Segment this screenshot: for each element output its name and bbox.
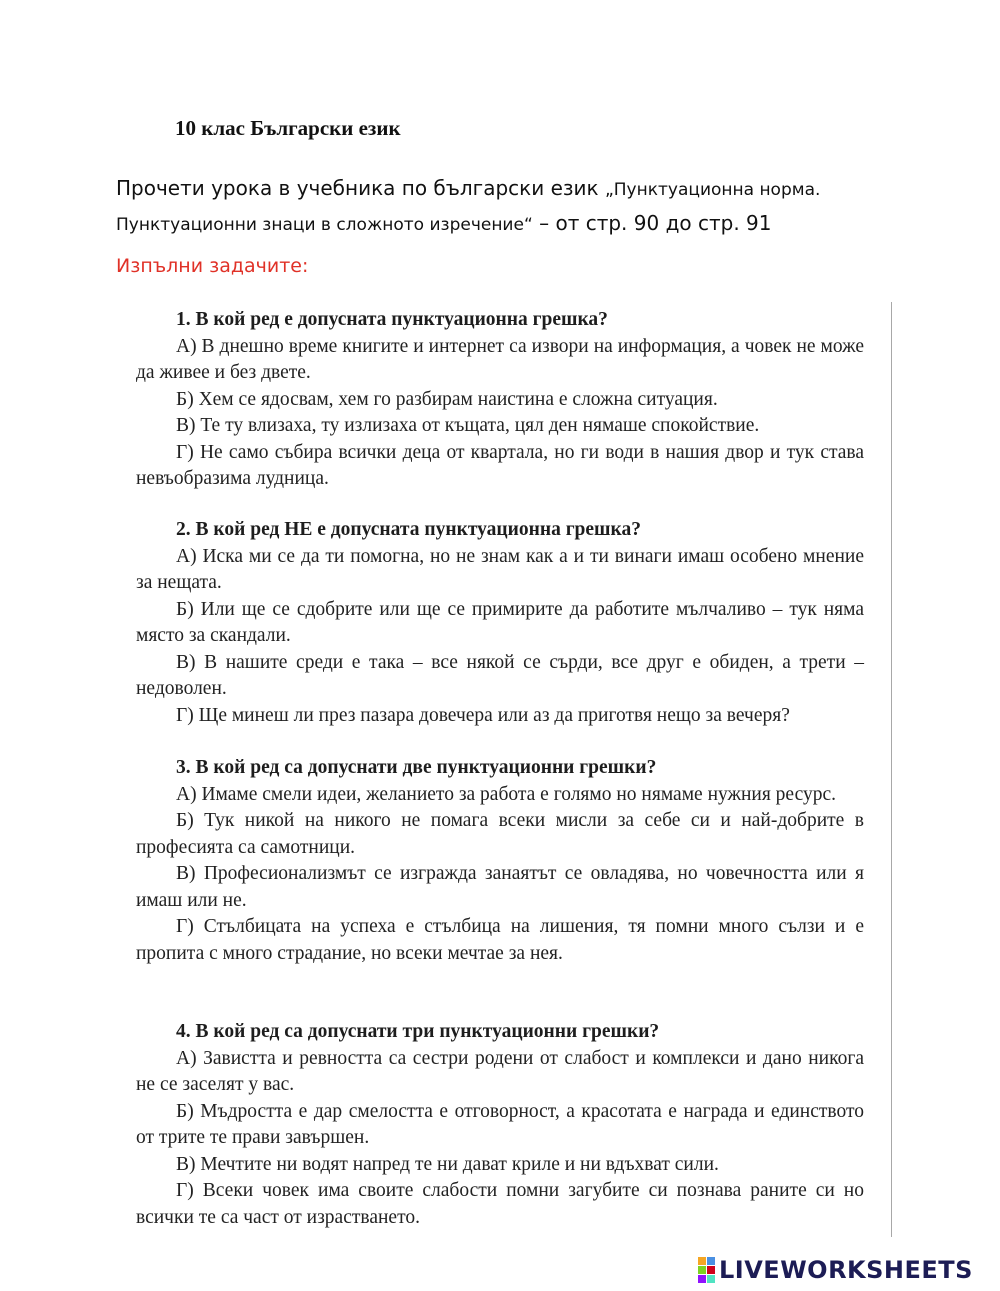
answer-option: В) В нашите среди е така – все някой се сърди, все друг е обиден, а трети – недоволен. bbox=[136, 651, 864, 699]
logo-block bbox=[707, 1275, 715, 1283]
answer-option: Б) Тук никой на никого не помага всеки мисли за себе си и най-добрите в професията са самотници. bbox=[136, 810, 864, 858]
answer-option: Б) Или ще се сдобрите или ще се примирите да работите мълчаливо – тук няма място за скандали. bbox=[136, 598, 864, 646]
question-block-3 bbox=[136, 755, 864, 967]
intro-paragraph bbox=[116, 172, 916, 242]
question-title: 3. В кой ред са допуснати две пунктуационни грешки? bbox=[176, 757, 657, 778]
answer-option: В) Професионализмът се изгражда занаятът се овладява, но човечността или я имаш или не. bbox=[136, 863, 864, 911]
instruction-text: Изпълни задачите: bbox=[116, 255, 309, 277]
intro-lead: Прочети урока в учебника по български език bbox=[116, 176, 605, 200]
answer-option: Г) Ще минеш ли през пазара довечера или аз да приготвя нещо за вечеря? bbox=[176, 704, 790, 726]
page-heading: 10 клас Български език bbox=[175, 116, 401, 140]
logo-block bbox=[698, 1275, 706, 1283]
lesson-pages: – от стр. 90 до стр. 91 bbox=[532, 211, 772, 235]
question-title: 1. В кой ред е допусната пунктуационна грешка? bbox=[176, 309, 608, 330]
answer-option: А) Завистта и ревността са сестри родени от слабост и комплекси и дано никога не се заселят у вас. bbox=[136, 1047, 864, 1095]
question-block-1 bbox=[136, 307, 864, 493]
question-title: 4. В кой ред са допуснати три пунктуационни грешки? bbox=[176, 1021, 660, 1042]
answer-option: В) Мечтите ни водят напред те ни дават криле и ни вдъхват сили. bbox=[176, 1153, 719, 1175]
question-block-4 bbox=[136, 1019, 864, 1231]
margin-divider bbox=[891, 302, 892, 1237]
liveworksheets-logo bbox=[698, 1255, 973, 1285]
answer-option: А) В днешно време книгите и интернет са извори на информация, а човек не може да живее и без двете. bbox=[136, 335, 864, 383]
answer-option: А) Имаме смели идеи, желанието за работа е голямо но нямаме нужния ресурс. bbox=[176, 783, 837, 805]
question-title: 2. В кой ред НЕ е допусната пунктуационна грешка? bbox=[176, 519, 641, 540]
answer-option: А) Иска ми се да ти помогна, но не знам как а и ти винаги имаш особено мнение за нещата. bbox=[136, 545, 864, 593]
logo-block bbox=[698, 1257, 706, 1265]
logo-block bbox=[707, 1266, 715, 1274]
logo-blocks-icon bbox=[698, 1257, 715, 1283]
answer-option: Г) Не само събира всички деца от квартала, но ги води в нашия двор и тук става невъобразима лудница. bbox=[136, 441, 864, 489]
lesson-title: „Пунктуационна норма. Пунктуационни знаци в сложното изречение“ bbox=[116, 180, 821, 235]
logo-block bbox=[707, 1257, 715, 1265]
logo-block bbox=[698, 1266, 706, 1274]
answer-option: В) Те ту влизаха, ту излизаха от къщата, цял ден нямаше спокойствие. bbox=[176, 415, 760, 436]
answer-option: Г) Всеки човек има своите слабости помни загубите си познава раните си но всички те са част от израстването. bbox=[136, 1180, 864, 1228]
logo-text: LIVEWORKSHEETS bbox=[719, 1256, 973, 1284]
answer-option: Б) Хем се ядосвам, хем го разбирам наистина е сложна ситуация. bbox=[176, 388, 718, 410]
answer-option: Б) Мъдростта е дар смелостта е отговорност, а красотата е награда и единството от трите те прави завършен. bbox=[136, 1100, 864, 1148]
answer-option: Г) Стълбицата на успеха е стълбица на лишения, тя помни много сълзи и е пропита с много страдание, но всеки мечтае за нея. bbox=[136, 916, 864, 964]
question-block-2 bbox=[136, 517, 864, 729]
